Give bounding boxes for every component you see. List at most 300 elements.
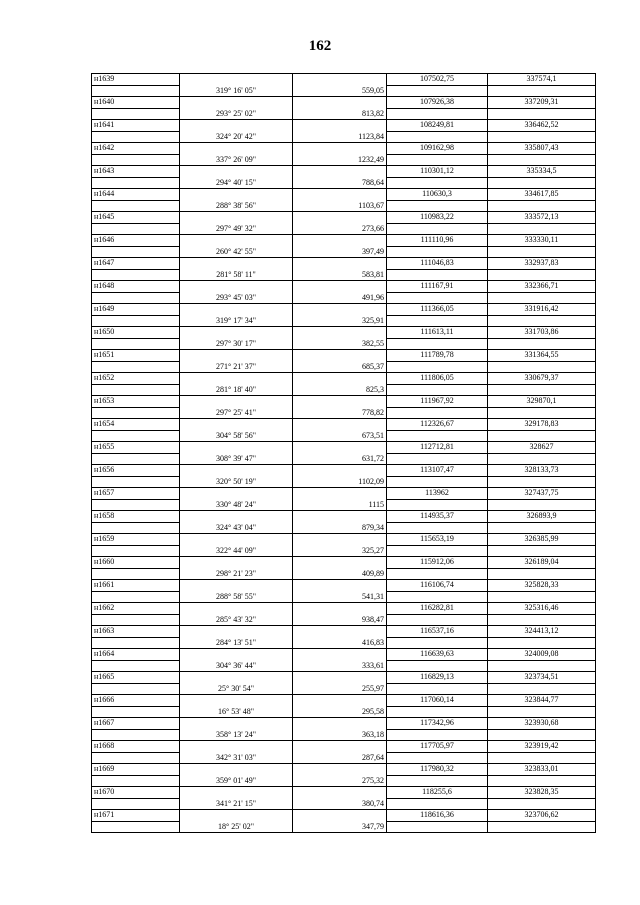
table-row [92,488,596,500]
segment-length: 287,64 [293,752,387,764]
table-row [92,269,596,281]
direction-angle: 337° 26' 09" [180,154,293,166]
y-cell-empty [488,729,596,741]
table-row [92,672,596,684]
y-coordinate: 323844,77 [488,695,596,707]
point-cell-empty [92,775,180,787]
angle-cell-empty [180,281,293,293]
table-row [92,246,596,258]
point-name: н1639 [92,74,180,86]
table-row [92,120,596,132]
point-name: н1645 [92,212,180,224]
x-coordinate: 110630,3 [387,189,488,201]
angle-cell-empty [180,695,293,707]
x-cell-empty [387,775,488,787]
angle-cell-empty [180,787,293,799]
angle-cell-empty [180,120,293,132]
length-cell-empty [293,695,387,707]
x-coordinate: 113962 [387,488,488,500]
y-coordinate: 330679,37 [488,373,596,385]
y-coordinate: 337574,1 [488,74,596,86]
y-coordinate: 337209,31 [488,97,596,109]
point-name: н1647 [92,258,180,270]
length-cell-empty [293,534,387,546]
angle-cell-empty [180,810,293,822]
point-cell-empty [92,131,180,143]
table-row [92,821,596,833]
y-coordinate: 326189,04 [488,557,596,569]
direction-angle: 25° 30' 54" [180,683,293,695]
point-cell-empty [92,200,180,212]
table-row [92,361,596,373]
x-coordinate: 116639,63 [387,649,488,661]
point-cell-empty [92,223,180,235]
table-row [92,281,596,293]
length-cell-empty [293,97,387,109]
table-row [92,97,596,109]
length-cell-empty [293,603,387,615]
angle-cell-empty [180,212,293,224]
segment-length: 382,55 [293,338,387,350]
length-cell-empty [293,120,387,132]
table-row [92,373,596,385]
point-name: н1655 [92,442,180,454]
point-cell-empty [92,729,180,741]
segment-length: 380,74 [293,798,387,810]
point-cell-empty [92,821,180,833]
x-cell-empty [387,85,488,97]
point-name: н1666 [92,695,180,707]
y-coordinate: 332937,83 [488,258,596,270]
y-coordinate: 323828,35 [488,787,596,799]
x-cell-empty [387,315,488,327]
y-coordinate: 324413,12 [488,626,596,638]
point-cell-empty [92,361,180,373]
x-cell-empty [387,361,488,373]
point-name: н1667 [92,718,180,730]
table-row [92,683,596,695]
y-cell-empty [488,752,596,764]
angle-cell-empty [180,74,293,86]
table-row [92,442,596,454]
length-cell-empty [293,718,387,730]
point-name: н1654 [92,419,180,431]
length-cell-empty [293,787,387,799]
point-name: н1662 [92,603,180,615]
y-coordinate: 329178,83 [488,419,596,431]
x-coordinate: 111046,83 [387,258,488,270]
length-cell-empty [293,212,387,224]
length-cell-empty [293,419,387,431]
point-cell-empty [92,706,180,718]
angle-cell-empty [180,396,293,408]
x-coordinate: 116282,81 [387,603,488,615]
table-row [92,775,596,787]
table-row [92,695,596,707]
segment-length: 409,89 [293,568,387,580]
direction-angle: 288° 58' 55" [180,591,293,603]
length-cell-empty [293,810,387,822]
angle-cell-empty [180,166,293,178]
angle-cell-empty [180,741,293,753]
point-name: н1652 [92,373,180,385]
point-cell-empty [92,522,180,534]
segment-length: 325,27 [293,545,387,557]
x-coordinate: 111366,05 [387,304,488,316]
y-cell-empty [488,660,596,672]
x-coordinate: 117705,97 [387,741,488,753]
point-cell-empty [92,154,180,166]
segment-length: 363,18 [293,729,387,741]
angle-cell-empty [180,442,293,454]
segment-length: 938,47 [293,614,387,626]
point-name: н1650 [92,327,180,339]
point-name: н1656 [92,465,180,477]
x-coordinate: 112712,81 [387,442,488,454]
length-cell-empty [293,235,387,247]
angle-cell-empty [180,511,293,523]
y-cell-empty [488,223,596,235]
point-name: н1663 [92,626,180,638]
x-cell-empty [387,798,488,810]
y-cell-empty [488,545,596,557]
point-cell-empty [92,269,180,281]
point-cell-empty [92,407,180,419]
angle-cell-empty [180,649,293,661]
y-coordinate: 325828,33 [488,580,596,592]
segment-length: 1123,84 [293,131,387,143]
point-cell-empty [92,292,180,304]
length-cell-empty [293,396,387,408]
table-row [92,557,596,569]
angle-cell-empty [180,419,293,431]
y-cell-empty [488,683,596,695]
direction-angle: 324° 20' 42" [180,131,293,143]
point-name: н1660 [92,557,180,569]
point-cell-empty [92,683,180,695]
point-name: н1670 [92,787,180,799]
y-coordinate: 328133,73 [488,465,596,477]
direction-angle: 298° 21' 23" [180,568,293,580]
y-coordinate: 329870,1 [488,396,596,408]
y-coordinate: 326893,9 [488,511,596,523]
point-cell-empty [92,177,180,189]
point-name: н1651 [92,350,180,362]
y-cell-empty [488,522,596,534]
y-coordinate: 333330,11 [488,235,596,247]
table-row [92,465,596,477]
direction-angle: 322° 44' 09" [180,545,293,557]
length-cell-empty [293,189,387,201]
length-cell-empty [293,442,387,454]
x-cell-empty [387,821,488,833]
y-coordinate: 331916,42 [488,304,596,316]
x-coordinate: 115653,19 [387,534,488,546]
y-coordinate: 328627 [488,442,596,454]
x-cell-empty [387,729,488,741]
point-cell-empty [92,545,180,557]
direction-angle: 319° 17' 34" [180,315,293,327]
table-row [92,407,596,419]
x-cell-empty [387,430,488,442]
table-row [92,545,596,557]
y-cell-empty [488,154,596,166]
direction-angle: 294° 40' 15" [180,177,293,189]
y-cell-empty [488,200,596,212]
table-row [92,315,596,327]
x-coordinate: 109162,98 [387,143,488,155]
point-name: н1649 [92,304,180,316]
y-coordinate: 323930,68 [488,718,596,730]
table-row [92,649,596,661]
angle-cell-empty [180,327,293,339]
segment-length: 559,05 [293,85,387,97]
x-coordinate: 107502,75 [387,74,488,86]
x-cell-empty [387,683,488,695]
y-coordinate: 335334,5 [488,166,596,178]
segment-length: 631,72 [293,453,387,465]
y-coordinate: 323833,01 [488,764,596,776]
direction-angle: 281° 18' 40" [180,384,293,396]
length-cell-empty [293,764,387,776]
direction-angle: 284° 13' 51" [180,637,293,649]
point-cell-empty [92,660,180,672]
segment-length: 879,34 [293,522,387,534]
point-name: н1665 [92,672,180,684]
table-row [92,718,596,730]
y-coordinate: 333572,13 [488,212,596,224]
direction-angle: 288° 38' 56" [180,200,293,212]
y-cell-empty [488,614,596,626]
coordinates-table [91,73,596,833]
length-cell-empty [293,557,387,569]
table-row [92,787,596,799]
table-row [92,177,596,189]
segment-length: 825,3 [293,384,387,396]
table-row [92,752,596,764]
angle-cell-empty [180,465,293,477]
point-name: н1648 [92,281,180,293]
direction-angle: 271° 21' 37" [180,361,293,373]
segment-length: 685,37 [293,361,387,373]
length-cell-empty [293,488,387,500]
point-cell-empty [92,476,180,488]
length-cell-empty [293,74,387,86]
y-coordinate: 326385,99 [488,534,596,546]
y-cell-empty [488,269,596,281]
x-coordinate: 118255,6 [387,787,488,799]
table-row [92,637,596,649]
point-name: н1671 [92,810,180,822]
table-row [92,154,596,166]
table-row [92,522,596,534]
segment-length: 416,83 [293,637,387,649]
point-cell-empty [92,315,180,327]
direction-angle: 320° 50' 19" [180,476,293,488]
point-cell-empty [92,798,180,810]
angle-cell-empty [180,672,293,684]
coordinates-table-body [92,74,596,833]
x-cell-empty [387,154,488,166]
angle-cell-empty [180,557,293,569]
segment-length: 1115 [293,499,387,511]
table-row [92,419,596,431]
direction-angle: 293° 45' 03" [180,292,293,304]
direction-angle: 293° 25' 02" [180,108,293,120]
y-cell-empty [488,453,596,465]
table-row [92,143,596,155]
length-cell-empty [293,626,387,638]
angle-cell-empty [180,534,293,546]
segment-length: 813,82 [293,108,387,120]
x-cell-empty [387,568,488,580]
y-cell-empty [488,407,596,419]
table-row [92,568,596,580]
table-row [92,85,596,97]
angle-cell-empty [180,488,293,500]
point-cell-empty [92,752,180,764]
x-cell-empty [387,292,488,304]
direction-angle: 324° 43' 04" [180,522,293,534]
segment-length: 295,58 [293,706,387,718]
point-name: н1653 [92,396,180,408]
length-cell-empty [293,672,387,684]
x-cell-empty [387,476,488,488]
x-cell-empty [387,269,488,281]
point-name: н1668 [92,741,180,753]
segment-length: 1103,67 [293,200,387,212]
table-row [92,626,596,638]
angle-cell-empty [180,143,293,155]
angle-cell-empty [180,764,293,776]
table-row [92,166,596,178]
x-coordinate: 116106,74 [387,580,488,592]
x-coordinate: 112326,67 [387,419,488,431]
table-row [92,223,596,235]
direction-angle: 342° 31' 03" [180,752,293,764]
length-cell-empty [293,580,387,592]
table-row [92,453,596,465]
y-coordinate: 336462,52 [488,120,596,132]
segment-length: 541,31 [293,591,387,603]
y-cell-empty [488,568,596,580]
x-cell-empty [387,706,488,718]
y-cell-empty [488,637,596,649]
table-row [92,200,596,212]
y-cell-empty [488,430,596,442]
y-cell-empty [488,292,596,304]
point-cell-empty [92,85,180,97]
x-cell-empty [387,752,488,764]
point-cell-empty [92,108,180,120]
direction-angle: 330° 48' 24" [180,499,293,511]
direction-angle: 297° 25' 41" [180,407,293,419]
segment-length: 397,49 [293,246,387,258]
x-coordinate: 107926,38 [387,97,488,109]
point-cell-empty [92,338,180,350]
angle-cell-empty [180,718,293,730]
point-cell-empty [92,499,180,511]
y-cell-empty [488,246,596,258]
segment-length: 347,79 [293,821,387,833]
table-row [92,660,596,672]
segment-length: 333,61 [293,660,387,672]
table-row [92,189,596,201]
length-cell-empty [293,373,387,385]
table-row [92,499,596,511]
length-cell-empty [293,741,387,753]
x-coordinate: 117060,14 [387,695,488,707]
y-cell-empty [488,361,596,373]
point-name: н1643 [92,166,180,178]
direction-angle: 304° 58' 56" [180,430,293,442]
length-cell-empty [293,511,387,523]
point-name: н1661 [92,580,180,592]
point-cell-empty [92,453,180,465]
table-row [92,108,596,120]
table-row [92,706,596,718]
point-name: н1659 [92,534,180,546]
y-cell-empty [488,821,596,833]
table-row [92,327,596,339]
angle-cell-empty [180,258,293,270]
x-coordinate: 115912,06 [387,557,488,569]
table-row [92,304,596,316]
y-cell-empty [488,177,596,189]
x-cell-empty [387,453,488,465]
y-cell-empty [488,131,596,143]
y-coordinate: 334617,85 [488,189,596,201]
angle-cell-empty [180,189,293,201]
direction-angle: 18° 25' 02" [180,821,293,833]
x-cell-empty [387,384,488,396]
segment-length: 491,96 [293,292,387,304]
x-coordinate: 116537,16 [387,626,488,638]
y-cell-empty [488,315,596,327]
x-coordinate: 111110,96 [387,235,488,247]
angle-cell-empty [180,235,293,247]
x-coordinate: 110983,22 [387,212,488,224]
x-cell-empty [387,499,488,511]
direction-angle: 297° 49' 32" [180,223,293,235]
x-coordinate: 111167,91 [387,281,488,293]
table-row [92,764,596,776]
table-row [92,258,596,270]
point-cell-empty [92,246,180,258]
table-row [92,131,596,143]
table-row [92,212,596,224]
x-cell-empty [387,131,488,143]
point-name: н1642 [92,143,180,155]
point-name: н1644 [92,189,180,201]
y-cell-empty [488,499,596,511]
x-cell-empty [387,614,488,626]
table-row [92,741,596,753]
x-cell-empty [387,407,488,419]
x-coordinate: 111806,05 [387,373,488,385]
y-cell-empty [488,338,596,350]
y-coordinate: 323706,62 [488,810,596,822]
x-coordinate: 110301,12 [387,166,488,178]
direction-angle: 297° 30' 17" [180,338,293,350]
y-cell-empty [488,706,596,718]
table-row [92,511,596,523]
segment-length: 788,64 [293,177,387,189]
x-coordinate: 118616,36 [387,810,488,822]
point-name: н1669 [92,764,180,776]
point-cell-empty [92,637,180,649]
x-coordinate: 117342,96 [387,718,488,730]
